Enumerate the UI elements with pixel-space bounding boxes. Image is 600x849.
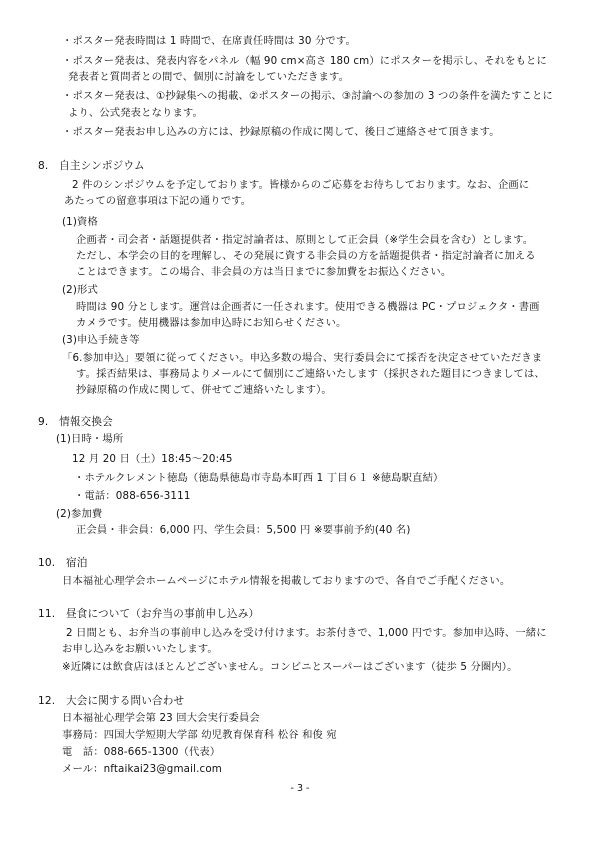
format-line-1: 時間は 90 分とします。運営は企画者に一任されます。使用できる機器は PC・プロジェクタ・書画 — [76, 301, 540, 313]
datetime-label: (1)日時・場所 — [56, 433, 124, 445]
procedure-line-3: 抄録原稿の作成に関して、併せてご連絡いたします）。 — [76, 384, 332, 396]
poster-note-2: ・ポスター発表は、発表内容をパネル（幅 90 cm×高さ 180 cm）にポスターを掲示し、それをもとに — [62, 55, 547, 67]
event-phone: ・電話：088-656-3111 — [74, 490, 191, 502]
procedure-label: (3)申込手続き等 — [62, 334, 140, 346]
format-line-2: カメラです。使用機器は参加申込時にお知らせください。 — [76, 317, 347, 329]
event-venue: ・ホテルクレメント徳島（徳島県徳島市寺島本町西 1 丁目６１ ※徳島駅直結） — [74, 472, 444, 484]
qualification-label: (1)資格 — [62, 216, 98, 228]
section-8-heading: 8. 自主シンポジウム — [38, 160, 145, 172]
event-date: 12 月 20 日（土）18:45～20:45 — [72, 453, 233, 465]
lodging-text: 日本福祉心理学会ホームページにホテル情報を掲載しておりますので、各自でご手配ください。 — [62, 575, 511, 587]
section-9-heading: 9. 情報交換会 — [38, 416, 113, 428]
format-label: (2)形式 — [62, 284, 98, 296]
poster-note-4: ・ポスター発表お申し込みの方には、抄録原稿の作成に関して、後日ご連絡させて頂きます。 — [62, 126, 500, 138]
contact-committee: 日本福祉心理学会第 23 回大会実行委員会 — [62, 712, 260, 724]
procedure-line-1: 「6.参加申込」要領に従ってください。申込多数の場合、実行委員会にて採否を決定させていただきま — [62, 352, 543, 364]
poster-note-1: ・ポスター発表時間は 1 時間で、在席責任時間は 30 分です。 — [62, 35, 356, 47]
lunch-line-3: ※近隣には飲食店はほとんどございません。コンビニとスーパーはございます（徒歩 5 分圏内）。 — [62, 661, 518, 673]
contact-phone: 電 話：088-665-1300（代表） — [62, 746, 221, 758]
contact-office: 事務局：四国大学短期大学部 幼児教育保育科 松谷 和俊 宛 — [62, 729, 337, 741]
section-8-intro-2: あたっての留意事項は下記の通りです。 — [64, 195, 252, 207]
section-11-heading: 11. 昼食について（お弁当の事前申し込み） — [38, 608, 260, 620]
fee-text: 正会員・非会員：6,000 円、学生会員：5,500 円 ※要事前予約(40 名) — [76, 524, 411, 536]
poster-note-3-cont: より、公式発表となります。 — [68, 107, 203, 119]
section-12-heading: 12. 大会に関する問い合わせ — [38, 695, 185, 707]
lunch-line-2: お申し込みをお願いいたします。 — [62, 643, 218, 655]
qualification-line-1: 企画者・司会者・話題提供者・指定討論者は、原則として正会員（※学生会員を含む）とします。 — [76, 234, 534, 246]
section-10-heading: 10. 宿泊 — [38, 557, 88, 569]
procedure-line-2: す。採否結果は、事務局よりメールにて個別にご連絡いたします（採択された題目につきましては、 — [76, 368, 545, 380]
poster-note-2-cont: 発表者と質問者との間で、個別に討論をしていただきます。 — [68, 71, 350, 83]
poster-note-3: ・ポスター発表は、①抄録集への掲載、②ポスターの掲示、③討論への参加の 3 つの条件を満たすことに — [62, 90, 553, 102]
section-8-intro-1: 2 件のシンポジウムを予定しております。皆様からのご応募をお待ちしております。なお、企画に — [72, 179, 530, 191]
page-number: - 3 - — [290, 783, 310, 794]
contact-email: メール：nftaikai23@gmail.com — [62, 763, 222, 775]
qualification-line-2: ただし、本学会の目的を理解し、その発展に資する非会員の方を話題提供者・指定討論者に加える — [76, 250, 536, 262]
qualification-line-3: ことはできます。この場合、非会員の方は当日までに参加費をお振込ください。 — [76, 266, 452, 278]
lunch-line-1: 2 日間とも、お弁当の事前申し込みを受け付けます。お茶付きで、1,000 円です。参加申込時、一緒に — [66, 627, 547, 639]
fee-label: (2)参加費 — [56, 508, 103, 520]
